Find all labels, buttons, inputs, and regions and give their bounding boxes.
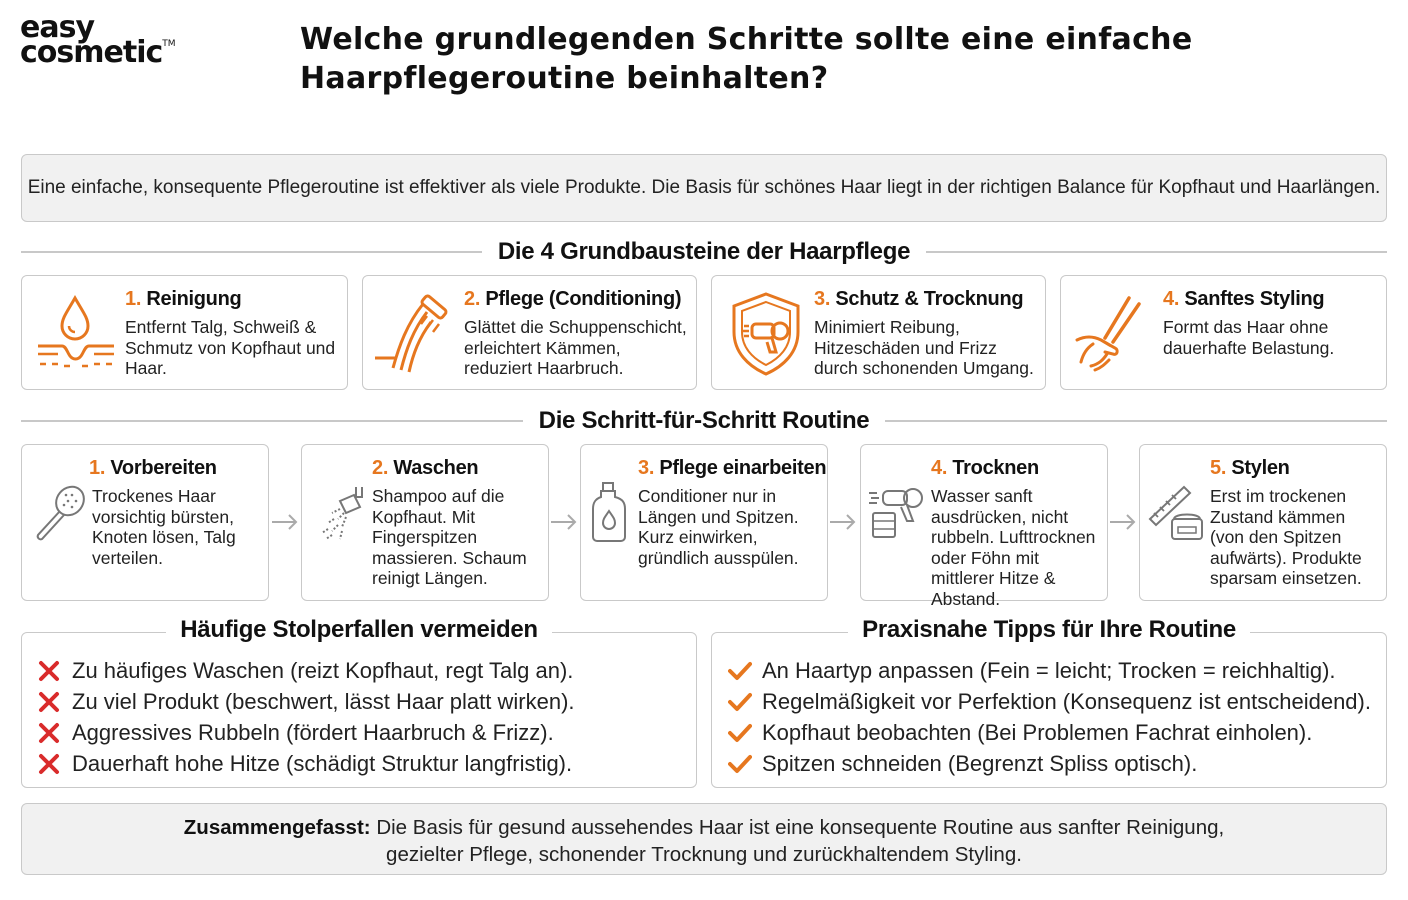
checkmark-icon (728, 692, 752, 712)
cross-icon (38, 753, 60, 775)
basic-card-desc: Entfernt Talg, Schweiß & Schmutz von Kopfhaut und Haar. (125, 317, 336, 378)
comb-jar-icon (1146, 483, 1208, 543)
basic-card-title: 2. Pflege (Conditioning) (464, 288, 682, 310)
step-card-dry (860, 444, 1108, 609)
step-card-title: 3. Pflege einarbeiten (638, 457, 827, 479)
list-item: An Haartyp anpassen (Fein = leicht; Trocken = reichhaltig). (728, 655, 1371, 686)
step-card-desc: Erst im trockenen Zustand kämmen (von den Spitzen aufwärts). Produkte sparsam einsetzen. (1210, 486, 1362, 588)
pitfalls-list (38, 655, 575, 779)
basics-heading-text: Die 4 Grundbausteine der Haarpflege (497, 238, 911, 265)
tips-heading: Praxisnahe Tipps für Ihre Routine (848, 616, 1250, 643)
step-card-title: 5. Stylen (1210, 457, 1290, 479)
hand-straightener-icon (1071, 290, 1159, 378)
skin-droplet-icon (34, 294, 120, 374)
step-card-desc: Shampoo auf die Kopfhaut. Mit Fingerspitzen massieren. Schaum reinigt Längen. (372, 486, 527, 588)
checkmark-icon (728, 723, 752, 743)
basic-card-desc: Formt das Haar ohne dauerhafte Belastung. (1163, 317, 1335, 358)
arrow-right-icon (549, 512, 579, 532)
basics-heading (21, 237, 1387, 267)
logo-trademark: TM (162, 38, 176, 49)
cross-icon (38, 722, 60, 744)
basic-card-styling (1060, 275, 1387, 390)
summary-line-1: Die Basis für gesund aussehendes Haar ist eine konsequente Routine aus sanfter Reinigung, (376, 816, 1225, 839)
list-item: Kopfhaut beobachten (Bei Problemen Fachrat einholen). (728, 717, 1371, 748)
intro-box (21, 154, 1387, 222)
pitfalls-heading: Häufige Stolperfallen vermeiden (166, 616, 551, 643)
list-item: Zu viel Produkt (beschwert, lässt Haar platt wirken). (38, 686, 575, 717)
step-card-prepare (21, 444, 269, 601)
hairbrush-icon (30, 483, 90, 543)
list-item: Aggressives Rubbeln (fördert Haarbruch & Frizz). (38, 717, 575, 748)
bottle-icon (589, 481, 629, 543)
routine-heading (21, 406, 1387, 436)
step-card-condition (580, 444, 828, 601)
shield-hairdryer-icon (726, 290, 806, 378)
brand-logo (20, 10, 176, 70)
basic-card-protection (711, 275, 1046, 390)
list-item: Zu häufiges Waschen (reizt Kopfhaut, regt Talg an). (38, 655, 575, 686)
dryer-towel-icon (867, 485, 929, 541)
step-card-title: 4. Trocknen (931, 457, 1039, 479)
basic-card-desc: Minimiert Reibung, Hitzeschäden und Frizz durch schonenden Umgang. (814, 317, 1034, 378)
summary-line-2: gezielter Pflege, schonender Trocknung und zurückhaltendem Styling. (386, 843, 1022, 866)
logo-line-1: easy (20, 10, 95, 45)
list-item: Regelmäßigkeit vor Perfektion (Konsequenz ist entscheidend). (728, 686, 1371, 717)
step-card-title: 2. Waschen (372, 457, 479, 479)
checkmark-icon (728, 754, 752, 774)
routine-heading-text: Die Schritt-für-Schritt Routine (538, 407, 870, 434)
arrow-right-icon (828, 512, 858, 532)
list-item: Spitzen schneiden (Begrenzt Spliss optisch). (728, 748, 1371, 779)
basic-card-title: 1. Reinigung (125, 288, 242, 310)
shower-icon (310, 483, 372, 543)
step-card-desc: Conditioner nur in Längen und Spitzen. Kurz einwirken, gründlich ausspülen. (638, 486, 799, 568)
tips-box (711, 616, 1387, 788)
basic-card-desc: Glättet die Schuppenschicht, erleichtert Kämmen, reduziert Haarbruch. (464, 317, 687, 378)
basic-card-title: 4. Sanftes Styling (1163, 288, 1325, 310)
summary-label: Zusammengefasst: (183, 816, 371, 839)
basic-card-cleansing (21, 275, 348, 390)
checkmark-icon (728, 661, 752, 681)
tips-list (728, 655, 1371, 779)
step-card-title: 1. Vorbereiten (89, 457, 217, 479)
intro-text: Eine einfache, konsequente Pflegeroutine ist effektiver als viele Produkte. Die Basis für schönes Haar liegt in der richtigen Balance für Kopfhaut und Haarlängen. (27, 177, 1381, 198)
arrow-right-icon (270, 512, 300, 532)
step-card-desc: Trockenes Haar vorsichtig bürsten, Knoten lösen, Talg verteilen. (92, 486, 236, 568)
page-title: Welche grundlegenden Schritte sollte eine einfache Haarpflegeroutine beinhalten? (300, 22, 1193, 96)
cross-icon (38, 691, 60, 713)
logo-line-2: cosmetic (20, 34, 163, 70)
arrow-right-icon (1108, 512, 1138, 532)
list-item: Dauerhaft hohe Hitze (schädigt Struktur langfristig). (38, 748, 575, 779)
basic-card-conditioning (362, 275, 697, 390)
step-card-wash (301, 444, 549, 601)
hair-comb-icon (373, 292, 459, 376)
step-card-style (1139, 444, 1387, 601)
summary-box (21, 803, 1387, 875)
cross-icon (38, 660, 60, 682)
step-card-desc: Wasser sanft ausdrücken, nicht rubbeln. Lufttrocknen oder Föhn mit mittlerer Hitze & Abstand. (931, 486, 1096, 609)
pitfalls-box (21, 616, 697, 788)
basic-card-title: 3. Schutz & Trocknung (814, 288, 1024, 310)
